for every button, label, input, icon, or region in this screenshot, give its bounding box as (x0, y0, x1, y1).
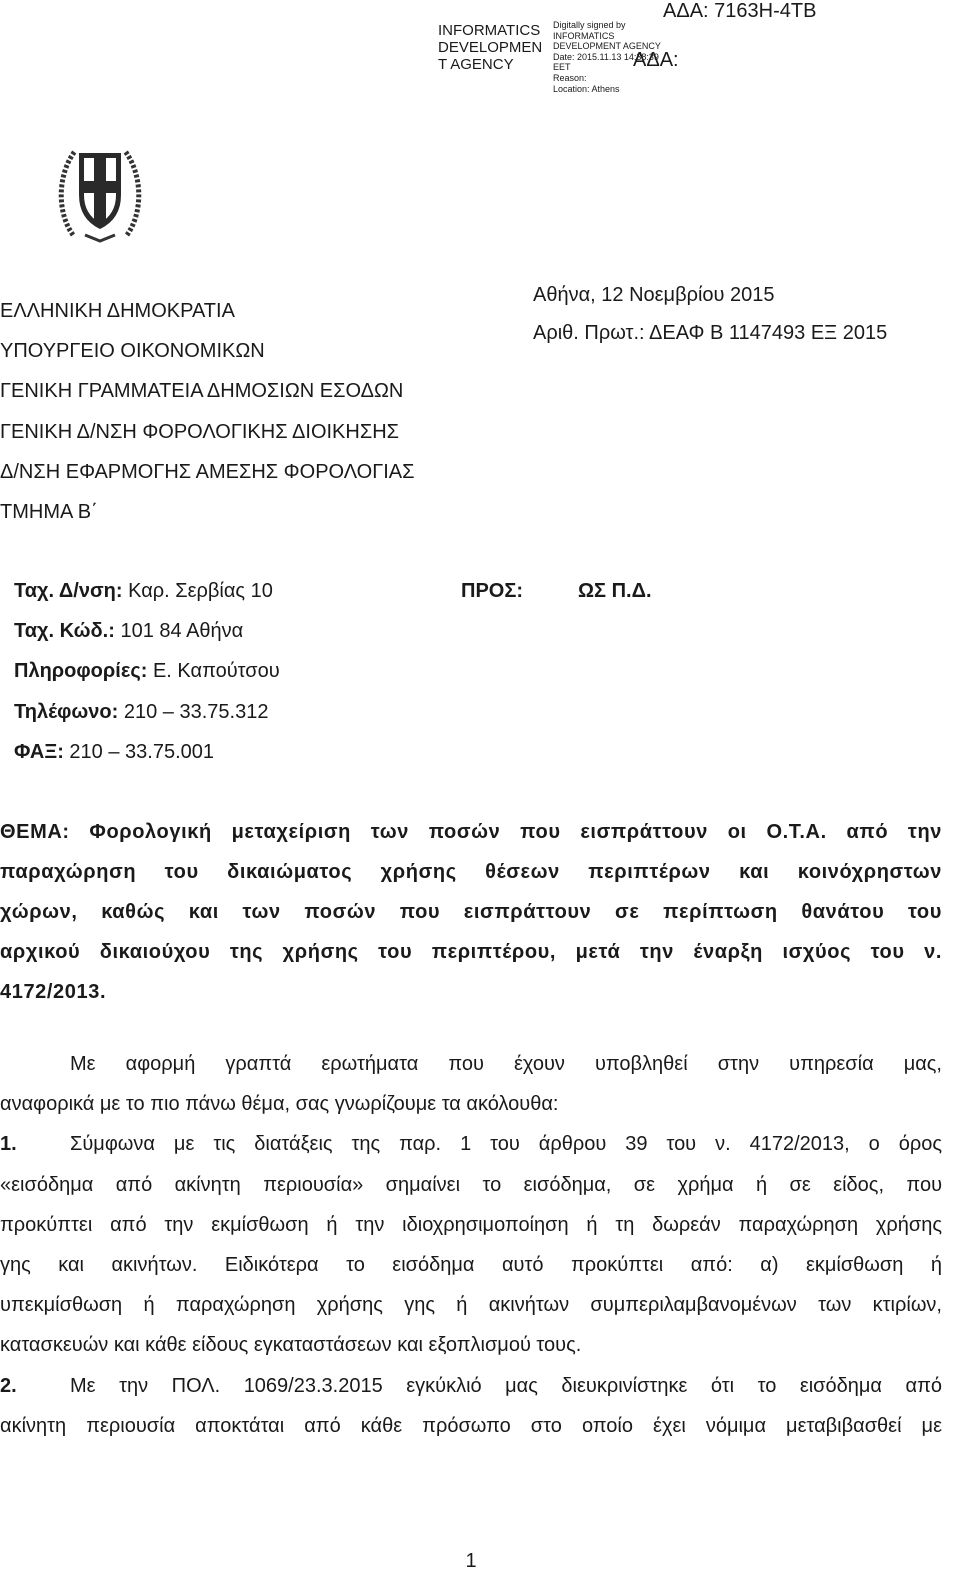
body-text (0, 1044, 942, 1446)
issuer-line: ΓΕΝΙΚΗ Δ/ΝΣΗ ΦΟΡΟΛΟΓΙΚΗΣ ΔΙΟΙΚΗΣΗΣ (0, 420, 400, 443)
contact-block (14, 571, 280, 772)
subject-line: παραχώρηση του δικαιώματος χρήσης θέσεων περιπτέρων και κοινόχρηστων (0, 861, 942, 884)
phone-value: 210 – 33.75.312 (123, 700, 269, 723)
info-label: Πληροφορίες: (14, 660, 148, 683)
contact-fax (14, 732, 280, 772)
subject-line: ΘΕΜΑ: Φορολογική μεταχείριση των ποσών που εισπράττουν οι Ο.Τ.Α. από την (0, 821, 942, 843)
ada-header: ΑΔΑ: 7163Η-4ΤΒ (663, 0, 817, 22)
date-protocol-block (533, 276, 887, 352)
address-value: Καρ. Σερβίας 10 (128, 580, 273, 602)
postcode-label: Ταχ. Κώδ.: (14, 620, 115, 643)
postcode-value: 101 84 Αθήνα (120, 620, 244, 643)
subject-block (0, 812, 942, 1012)
info-value: Ε. Καπούτσου (152, 660, 280, 683)
item-number: 1. (0, 1133, 17, 1156)
item-text: Σύμφωνα με τις διατάξεις της παρ. 1 του άρθρου 39 του ν. 4172/2013, ο όρος (70, 1133, 942, 1156)
signature-details: Digitally signed by INFORMATICS DEVELOPMENT AGENCY Date: 2015.11.13 14:38:39 EET Reason: Location: Athens (553, 20, 661, 94)
fax-label: ΦΑΞ: (14, 740, 64, 763)
address-label: Ταχ. Δ/νση: (14, 580, 123, 602)
issuer-line: Δ/ΝΣΗ ΕΦΑΡΜΟΓΗΣ ΑΜΕΣΗΣ ΦΟΡΟΛΟΓΙΑΣ (0, 460, 415, 483)
protocol-number: Αριθ. Πρωτ.: ΔΕΑΦ Β 1147493 ΕΞ 2015 (533, 322, 888, 344)
item-number: 2. (0, 1374, 17, 1397)
subject-line: αρχικού δικαιούχου της χρήσης του περιπτέρου, μετά την έναρξη ισχύος του ν. (0, 941, 942, 964)
issuer-line: ΓΕΝΙΚΗ ΓΡΑΜΜΑΤΕΙΑ ΔΗΜΟΣΙΩΝ ΕΣΟΔΩΝ (0, 380, 404, 403)
intro-line: αναφορικά με το πιο πάνω θέμα, σας γνωρίζουμε τα ακόλουθα: (0, 1093, 559, 1116)
item-1-line: κατασκευών και κάθε είδους εγκαταστάσεων και εξοπλισμού τους. (0, 1334, 582, 1357)
item-1-line: υπεκμίσθωση ή παραχώρηση χρήσης γης ή ακινήτων συμπεριλαμβανομένων των κτιρίων, (0, 1294, 942, 1317)
recipient-value: ΩΣ Π.Δ. (578, 580, 652, 602)
issuer-line: ΕΛΛΗΝΙΚΗ ΔΗΜΟΚΡΑΤΙΑ (0, 300, 235, 322)
item-1-first-line (0, 1124, 942, 1164)
item-1-line: «εισόδημα από ακίνητη περιουσία» σημαίνει το εισόδημα, σε χρήμα ή σε είδος, που (0, 1173, 942, 1196)
recipient-label: ΠΡΟΣ: (461, 580, 524, 602)
item-2-first-line (0, 1366, 942, 1406)
phone-label: Τηλέφωνο: (14, 700, 119, 723)
item-1-line: προκύπτει από την εκμίσθωση ή την ιδιοχρησιμοποίηση ή τη δωρεάν παραχώρηση χρήσης (0, 1213, 942, 1236)
item-1-line: γης και ακινήτων. Ειδικότερα το εισόδημα αυτό προκύπτει από: α) εκμίσθωση ή (0, 1254, 942, 1277)
document-date: Αθήνα, 12 Νοεμβρίου 2015 (533, 284, 775, 306)
fax-value: 210 – 33.75.001 (69, 740, 215, 763)
contact-phone (14, 692, 280, 732)
greek-emblem-icon (55, 135, 145, 245)
contact-info (14, 651, 280, 691)
item-text: Με την ΠΟΛ. 1069/23.3.2015 εγκύκλιό μας διευκρινίστηκε ότι το εισόδημα από (70, 1374, 942, 1397)
issuer-block (0, 291, 415, 532)
contact-postcode (14, 611, 280, 651)
issuer-line: ΥΠΟΥΡΓΕΙΟ ΟΙΚΟΝΟΜΙΚΩΝ (0, 340, 265, 363)
signature-signer: INFORMATICS DEVELOPMEN T AGENCY (438, 22, 543, 73)
subject-line: 4172/2013. (0, 981, 107, 1004)
contact-address (14, 571, 280, 611)
item-2-line: ακίνητη περιουσία αποκτάται από κάθε πρόσωπο στο οποίο έχει νόμιμα μεταβιβασθεί με (0, 1414, 942, 1437)
subject-line: χώρων, καθώς και των ποσών που εισπράττουν σε περίπτωση θανάτου του (0, 901, 942, 924)
issuer-line: ΤΜΗΜΑ Β΄ (0, 501, 98, 524)
ada-label: ΑΔΑ: (633, 49, 679, 71)
intro-line: Με αφορμή γραπτά ερωτήματα που έχουν υποβληθεί στην υπηρεσία μας, (70, 1053, 942, 1075)
page-number: 1 (465, 1550, 477, 1572)
